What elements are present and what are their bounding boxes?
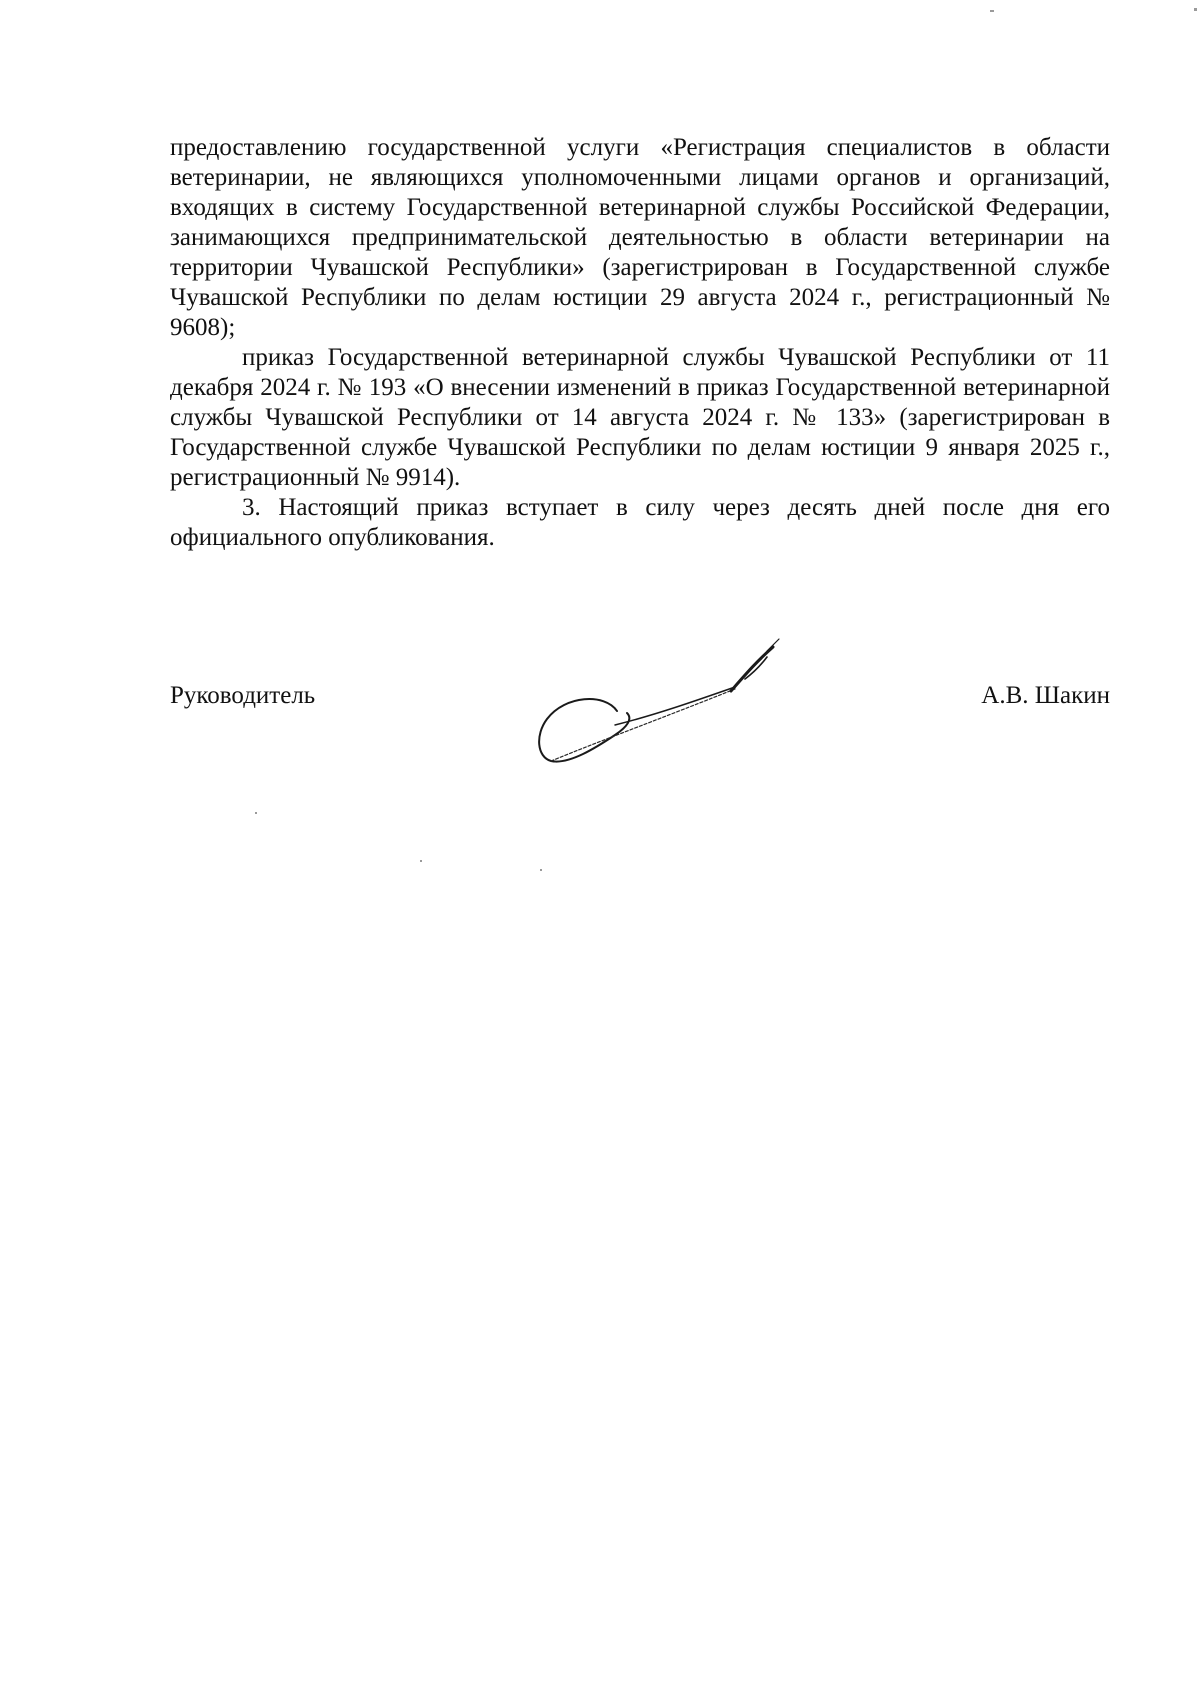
document-body (170, 133, 1110, 553)
paragraph-effective-date: 3. Настоящий приказ вступает в силу через десять дней после дня его официального опубликования. (170, 494, 1110, 551)
scan-speck (255, 812, 257, 814)
scan-speck (540, 869, 542, 871)
handwritten-signature (535, 635, 800, 770)
signatory-name: А.В. Шакин (981, 682, 1110, 709)
scan-speck (990, 10, 994, 12)
scan-speck (1194, 8, 1197, 11)
signatory-title: Руководитель (170, 682, 316, 709)
paragraph-continuation: предоставлению государственной услуги «Регистрация специалистов в области ветеринарии, не являющихся уполномоченными лицами органов и организаций, входящих в систему Государственной ветеринарной службы Российской Федерации, занимающихся предпринимательской деятельностью в области ветеринарии на территории Чувашской Республики» (зарегистрирован в Государственной службе Чувашской Республики по делам юстиции 29 августа 2024 г., регистрационный № 9608); (170, 134, 1110, 341)
paragraph-order-reference: приказ Государственной ветеринарной службы Чувашской Республики от 11 декабря 2024 г. № 193 «О внесении изменений в приказ Государственной ветеринарной службы Чувашской Республики от 14 августа 2024 г. № 133» (зарегистрирован в Государственной службе Чувашской Республики по делам юстиции 9 января 2025 г., регистрационный № 9914). (170, 344, 1110, 491)
scan-speck (420, 860, 422, 862)
